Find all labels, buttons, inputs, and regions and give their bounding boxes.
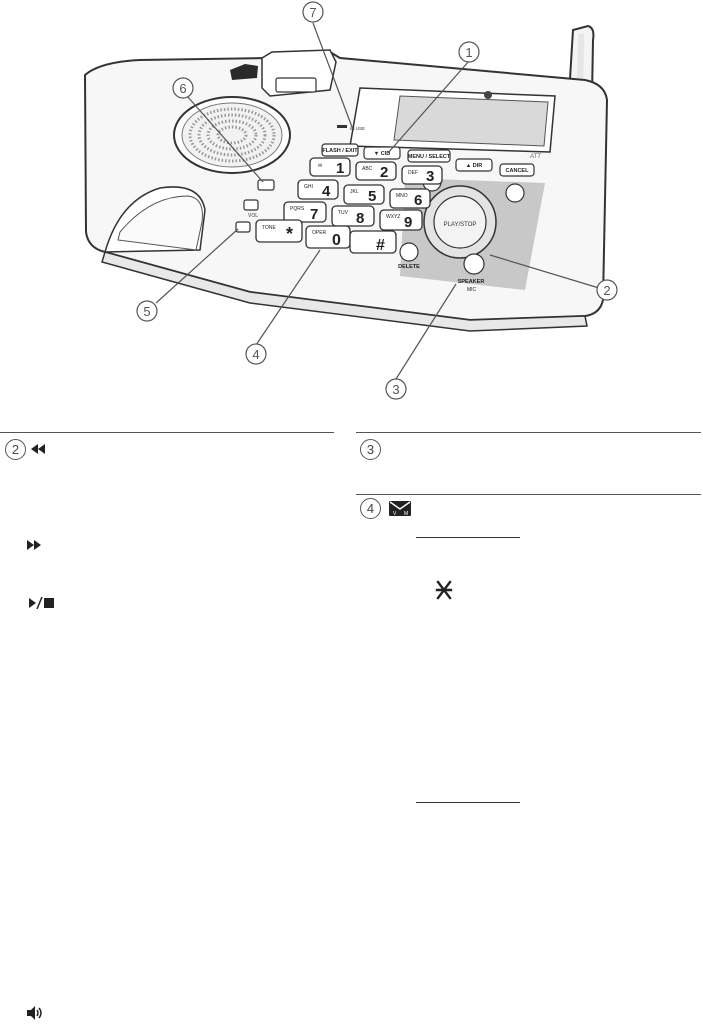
section-4-number: 4 xyxy=(360,498,381,519)
callout-7 xyxy=(303,2,323,22)
volume-down-button[interactable] xyxy=(236,222,250,232)
speaker-icon xyxy=(27,1006,45,1020)
speaker-button[interactable] xyxy=(464,254,484,274)
svg-text:6: 6 xyxy=(179,81,187,96)
svg-text:ATT: ATT xyxy=(530,154,541,160)
rewind-icon xyxy=(31,444,45,454)
svg-text:WXYZ: WXYZ xyxy=(386,214,401,220)
svg-text:DELETE: DELETE xyxy=(398,264,420,270)
svg-text:SPEAKER: SPEAKER xyxy=(457,279,485,285)
callout-1 xyxy=(459,42,479,62)
key-8[interactable] xyxy=(332,206,374,227)
speaker-grille xyxy=(174,97,290,173)
star-key-icon xyxy=(434,580,454,600)
key-star[interactable] xyxy=(256,220,302,244)
svg-text:8: 8 xyxy=(356,210,365,227)
svg-text:4: 4 xyxy=(252,347,260,362)
svg-text:M: M xyxy=(404,511,409,516)
volume-up-button[interactable] xyxy=(244,200,258,210)
svg-text:5: 5 xyxy=(368,188,377,205)
section-3-number: 3 xyxy=(360,439,381,460)
key-1[interactable] xyxy=(310,158,350,177)
play-stop-icon xyxy=(29,597,55,609)
svg-text:TUV: TUV xyxy=(338,210,348,216)
svg-text:GHI: GHI xyxy=(304,184,313,190)
svg-text:1: 1 xyxy=(465,45,473,60)
svg-text:FLASH / EXIT: FLASH / EXIT xyxy=(322,148,358,154)
svg-text:JKL: JKL xyxy=(350,189,359,195)
svg-text:1: 1 xyxy=(336,160,345,177)
key-6[interactable] xyxy=(390,189,430,209)
underline-2 xyxy=(416,802,520,803)
svg-text:*: * xyxy=(286,224,294,244)
svg-text:5: 5 xyxy=(143,304,151,319)
svg-text:2: 2 xyxy=(380,164,389,181)
callout-5 xyxy=(137,301,157,321)
callout-6 xyxy=(173,78,193,98)
svg-text:4: 4 xyxy=(322,183,331,200)
key-2[interactable] xyxy=(356,162,396,181)
svg-text:IN USE: IN USE xyxy=(350,126,366,131)
phone-base-illustration xyxy=(0,0,703,420)
svg-text:▼ CID: ▼ CID xyxy=(373,151,391,157)
svg-text:#: # xyxy=(376,237,385,254)
key-hash[interactable] xyxy=(350,231,396,254)
right-bottom-section-rule xyxy=(356,494,701,495)
key-9[interactable] xyxy=(380,210,422,231)
svg-text:✉: ✉ xyxy=(318,163,323,169)
svg-text:OPER: OPER xyxy=(312,230,327,236)
svg-text:3: 3 xyxy=(392,382,400,397)
right-top-section-rule xyxy=(356,432,701,433)
svg-text:VOL: VOL xyxy=(248,213,259,219)
svg-text:ABC: ABC xyxy=(362,166,373,172)
left-section-rule xyxy=(0,432,334,433)
redial-side-button[interactable] xyxy=(258,180,274,190)
key-5[interactable] xyxy=(344,185,384,205)
svg-text:MNO: MNO xyxy=(396,193,408,199)
callout-4 xyxy=(246,344,266,364)
section-2-number: 2 xyxy=(5,439,26,460)
svg-text:TONE: TONE xyxy=(262,225,276,231)
underline-1 xyxy=(416,537,520,538)
repeat-button[interactable] xyxy=(506,184,524,202)
svg-text:3: 3 xyxy=(426,168,435,185)
svg-text:2: 2 xyxy=(603,283,611,298)
svg-text:9: 9 xyxy=(404,214,413,231)
svg-text:CANCEL: CANCEL xyxy=(505,168,529,174)
key-0[interactable] xyxy=(306,226,350,249)
key-4[interactable] xyxy=(298,180,338,200)
key-3[interactable] xyxy=(402,166,442,185)
callout-3 xyxy=(386,379,406,399)
svg-text:7: 7 xyxy=(309,5,317,20)
svg-text:MIC: MIC xyxy=(467,287,477,293)
mute-button[interactable] xyxy=(400,243,418,261)
svg-text:▲ DIR: ▲ DIR xyxy=(465,163,483,169)
fast-forward-icon xyxy=(27,540,41,550)
svg-text:0: 0 xyxy=(332,232,341,249)
svg-text:PQRS: PQRS xyxy=(290,206,305,212)
callout-2 xyxy=(597,280,617,300)
svg-text:PLAY/STOP: PLAY/STOP xyxy=(443,222,477,228)
svg-text:DEF: DEF xyxy=(408,170,418,176)
svg-text:7: 7 xyxy=(310,206,319,223)
svg-text:6: 6 xyxy=(414,192,423,209)
svg-text:V: V xyxy=(393,511,397,516)
svg-text:MENU / SELECT: MENU / SELECT xyxy=(407,154,451,160)
envelope-icon xyxy=(389,501,411,516)
